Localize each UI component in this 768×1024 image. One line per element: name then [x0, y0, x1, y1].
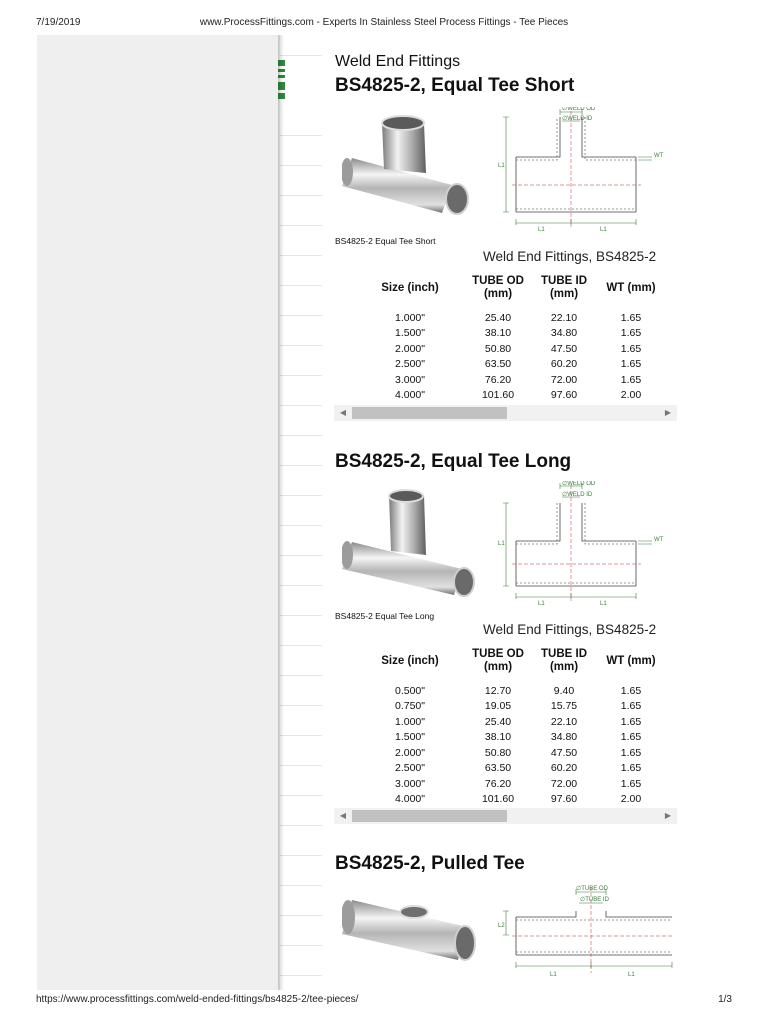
table-row: [354, 357, 664, 373]
drawing-label-l1-left: L1: [550, 972, 557, 978]
drawing-label-weld-od: ∅WELD OD: [562, 107, 596, 112]
table-cell: 3.000": [394, 373, 425, 386]
table-cell: 50.80: [484, 342, 512, 355]
col-header-wt: WT (mm): [606, 654, 656, 667]
table-cell: 1.65: [620, 311, 642, 324]
table-row: [354, 761, 664, 777]
table-cell: 3.000": [394, 777, 425, 790]
table-cell: 76.20: [484, 777, 512, 790]
table-cell: 1.65: [620, 777, 642, 790]
col-header-tube-od: TUBE OD (mm): [472, 648, 524, 673]
drawing-label-l1-left: L1: [538, 601, 545, 606]
drawing-label-tube-id: ∅TUBE ID: [580, 897, 609, 903]
table-cell: 4.000": [394, 389, 425, 402]
table-cell: 50.80: [484, 746, 512, 759]
section-title: BS4825-2, Equal Tee Short: [335, 75, 575, 96]
table-cell: 60.20: [550, 762, 578, 775]
figure-caption: BS4825-2 Equal Tee Short: [335, 236, 436, 246]
col-header-tube-od: TUBE OD (mm): [472, 275, 524, 300]
table-row: [354, 341, 664, 357]
table-cell: 72.00: [550, 777, 578, 790]
table-cell: 47.50: [550, 342, 578, 355]
col-header-tube-id: TUBE ID (mm): [541, 275, 587, 300]
scroll-thumb[interactable]: [352, 407, 507, 419]
table-cell: 63.50: [484, 358, 512, 371]
table-row: [354, 745, 664, 761]
main-content: [334, 35, 678, 990]
col-header-size: Size (inch): [381, 281, 439, 294]
table-cell: 1.500": [394, 327, 425, 340]
drawing-label-wt: WT: [654, 537, 664, 543]
drawing-label-l2: L2: [498, 923, 505, 929]
scroll-thumb[interactable]: [352, 810, 507, 822]
scroll-left-arrow-icon[interactable]: ◀: [339, 408, 347, 417]
horizontal-scrollbar[interactable]: [334, 808, 677, 824]
table-cell: 97.60: [550, 793, 578, 806]
table-cell: 1.65: [620, 684, 642, 697]
table-row: [354, 326, 664, 342]
table-cell: 76.20: [484, 373, 512, 386]
table-cell: 1.65: [620, 762, 642, 775]
table-cell: 2.000": [394, 746, 425, 759]
table-cell: 1.65: [620, 700, 642, 713]
table-cell: 38.10: [484, 327, 512, 340]
table-cell: 12.70: [484, 684, 512, 697]
drawing-label-l1-right: L1: [600, 227, 607, 232]
drawing-label-tube-od: ∅TUBE OD: [576, 886, 608, 892]
table-row: [354, 372, 664, 388]
table-cell: 0.500": [394, 684, 425, 697]
table-cell: 25.40: [484, 715, 512, 728]
table-row: [354, 388, 664, 404]
table-cell: 9.40: [553, 684, 575, 697]
table-cell: 19.05: [484, 700, 512, 713]
dimensions-grid: [354, 266, 664, 403]
sidebar-strip: [280, 35, 322, 990]
print-page-number: 1/3: [718, 994, 732, 1005]
table-cell: 2.00: [620, 389, 642, 402]
left-blank-panel: [37, 35, 280, 990]
col-header-size: Size (inch): [381, 654, 439, 667]
table-cell: 101.60: [481, 389, 515, 402]
table-cell: 1.000": [394, 715, 425, 728]
drawing-label-weld-od: ∅WELD OD: [562, 481, 596, 487]
table-row: [354, 714, 664, 730]
table-cell: 60.20: [550, 358, 578, 371]
table-row: [354, 730, 664, 746]
table-cell: 72.00: [550, 373, 578, 386]
pulled-tee-drawing: [496, 883, 676, 978]
table-cell: 101.60: [481, 793, 515, 806]
print-url[interactable]: https://www.processfittings.com/weld-ended-fittings/bs4825-2/tee-pieces/: [36, 994, 359, 1005]
drawing-label-l1-left: L1: [538, 227, 545, 232]
table-cell: 1.500": [394, 731, 425, 744]
print-date: 7/19/2019: [36, 17, 81, 28]
table-cell: 22.10: [550, 311, 578, 324]
table-cell: 1.65: [620, 342, 642, 355]
figure-caption: BS4825-2 Equal Tee Long: [335, 611, 435, 621]
col-header-wt: WT (mm): [606, 281, 656, 294]
scroll-right-arrow-icon[interactable]: ▶: [664, 408, 672, 417]
drawing-label-weld-id: ∅WELD ID: [562, 116, 593, 122]
table-cell: 2.000": [394, 342, 425, 355]
drawing-label-l1-vertical: L1: [498, 163, 505, 169]
table-cell: 38.10: [484, 731, 512, 744]
table-cell: 1.65: [620, 327, 642, 340]
table-cell: 0.750": [394, 700, 425, 713]
drawing-label-l1-right: L1: [628, 972, 635, 978]
table-caption: Weld End Fittings, BS4825-2: [483, 622, 657, 637]
drawing-label-l1-right: L1: [600, 601, 607, 606]
table-cell: 15.75: [550, 700, 578, 713]
panel-shadow: [278, 35, 284, 990]
table-cell: 22.10: [550, 715, 578, 728]
table-cell: 97.60: [550, 389, 578, 402]
dimensions-grid: [354, 639, 664, 807]
drawing-label-weld-id: ∅WELD ID: [562, 492, 593, 498]
pulled-tee-photo: [342, 890, 478, 975]
print-page-title: www.ProcessFittings.com - Experts In Stainless Steel Process Fittings - Tee Pieces: [199, 17, 569, 28]
table-cell: 47.50: [550, 746, 578, 759]
equal-tee-long-photo: [342, 487, 478, 597]
table-cell: 63.50: [484, 762, 512, 775]
table-cell: 2.00: [620, 793, 642, 806]
drawing-label-l1-vertical: L1: [498, 541, 505, 547]
table-cell: 1.65: [620, 358, 642, 371]
table-cell: 1.65: [620, 731, 642, 744]
table-row: [354, 699, 664, 715]
table-row: [354, 776, 664, 792]
table-cell: 1.000": [394, 311, 425, 324]
col-header-tube-id: TUBE ID (mm): [541, 648, 587, 673]
scroll-right-arrow-icon[interactable]: ▶: [664, 811, 672, 820]
table-cell: 1.65: [620, 746, 642, 759]
section-title: BS4825-2, Pulled Tee: [335, 853, 525, 874]
page-subtitle: Weld End Fittings: [335, 53, 461, 70]
drawing-label-wt: WT: [654, 153, 664, 159]
table-cell: 4.000": [394, 793, 425, 806]
equal-tee-short-drawing: [496, 107, 676, 232]
table-caption: Weld End Fittings, BS4825-2: [483, 249, 657, 264]
table-cell: 2.500": [394, 762, 425, 775]
table-row: [354, 310, 664, 326]
scroll-left-arrow-icon[interactable]: ◀: [339, 811, 347, 820]
equal-tee-short-photo: [342, 113, 478, 215]
table-cell: 2.500": [394, 358, 425, 371]
table-cell: 1.65: [620, 373, 642, 386]
table-row: [354, 683, 664, 699]
equal-tee-long-drawing: [496, 481, 676, 606]
table-cell: 34.80: [550, 731, 578, 744]
table-cell: 1.65: [620, 715, 642, 728]
table-row: [354, 792, 664, 808]
horizontal-scrollbar[interactable]: [334, 405, 677, 421]
section-title: BS4825-2, Equal Tee Long: [335, 451, 572, 472]
table-cell: 34.80: [550, 327, 578, 340]
table-cell: 25.40: [484, 311, 512, 324]
